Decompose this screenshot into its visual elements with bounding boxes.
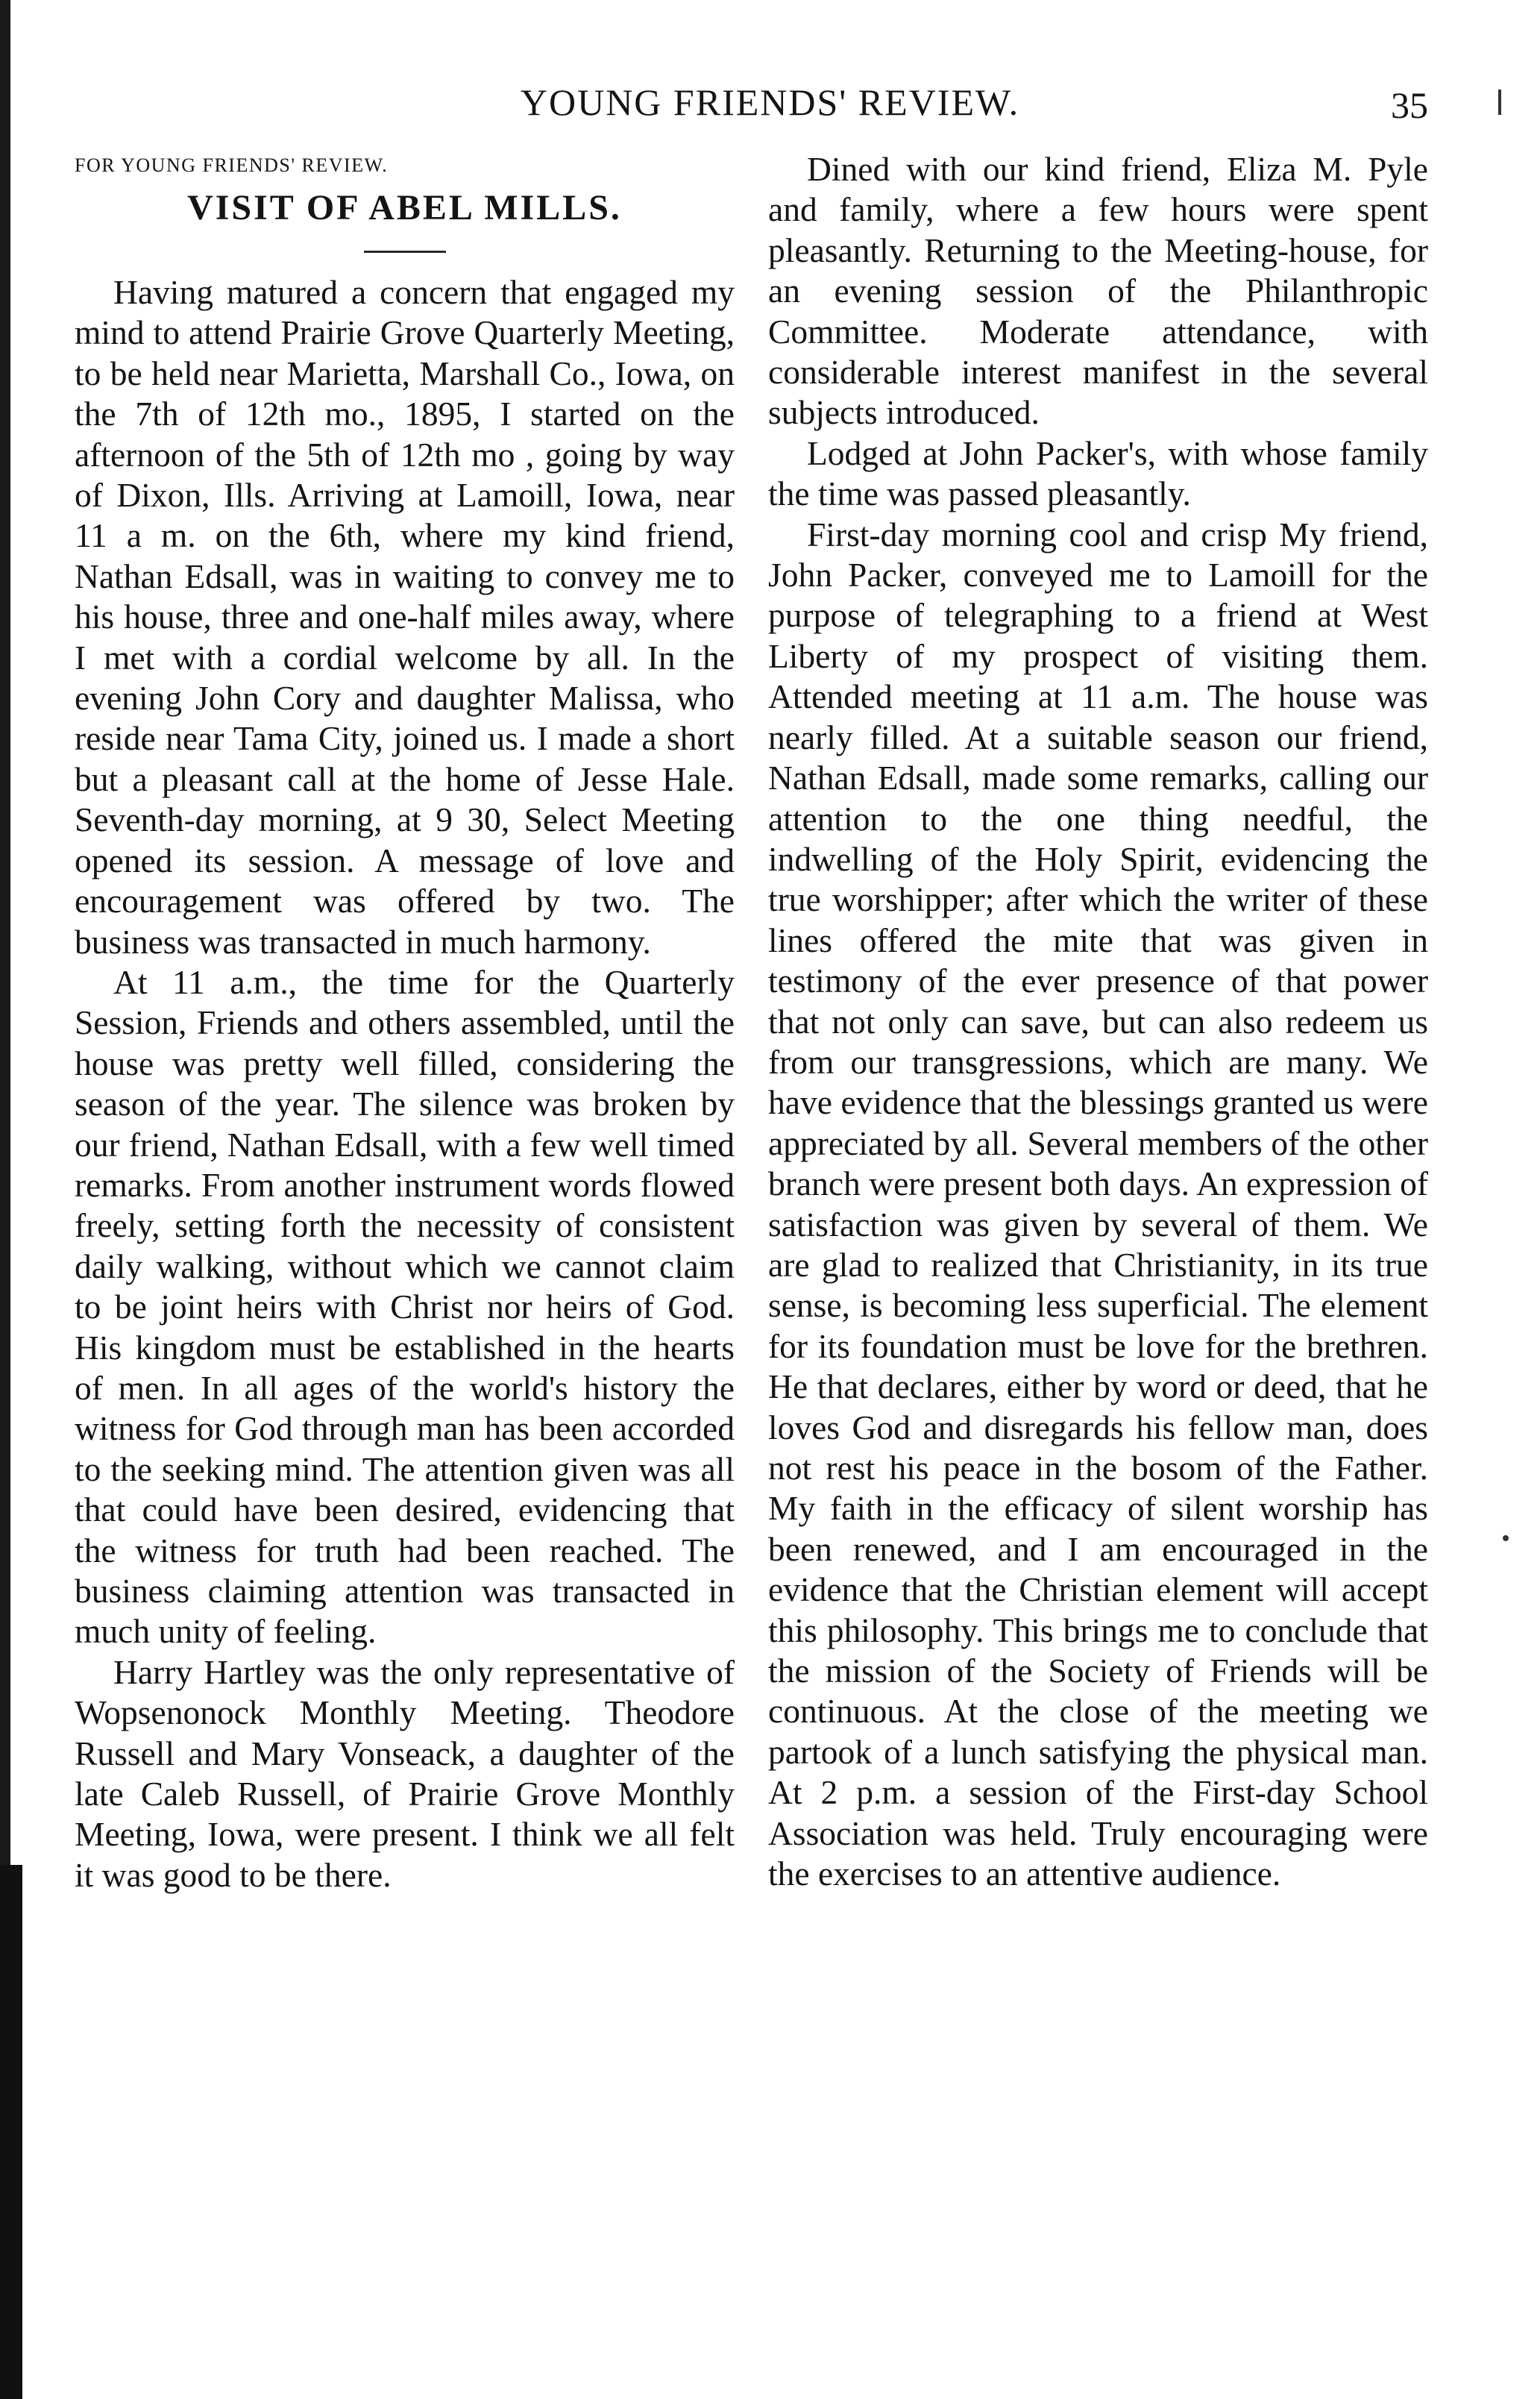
paragraph: First-day morning cool and crisp My friend, John Packer, conveyed me to Lamoill for the purpose of telegraphing to a friend at West Liberty of my prospect of visiting them. Attended meeting at 11 a.m. The house was nearly filled. At a suitable season our friend, Nathan Edsall, made some remarks, calling our attention to the one thing needful, the indwelling of the Holy Spirit, evidencing the true worshipper; after which the writer of these lines offered the mite that was given in testimony of the ever presence of that power that not only can save, but can also redeem us from our transgressions, which are many. We have evidence that the blessings granted us were appreciated by all. Several members of the other branch were present both days. An expression of satisfaction was given by several of them. We are glad to realized that Christianity, in its true sense, is becoming less superficial. The element for its foundation must be love for the brethren. He that declares, either by word or deed, that he loves God and disregards his fellow man, does not rest his peace in the bosom of the Father. My faith in the efficacy of silent worship has been renewed, and I am encouraged in the evidence that the Christian element will accept this philosophy. This brings me to conclude that the mission of the Society of Friends will be continuous. At the close of the meeting we partook of a lunch satisfying the physical man. At 2 p.m. a session of the First-day School Association was held. Truly encouraging were the exercises to an attentive audience. bbox=[768, 515, 1428, 1893]
journal-title: YOUNG FRIENDS' REVIEW. bbox=[520, 81, 1020, 123]
paragraph: Lodged at John Packer's, with whose family the time was passed pleasantly. bbox=[768, 433, 1428, 513]
margin-dot bbox=[1503, 1535, 1509, 1541]
left-column bbox=[75, 149, 735, 1895]
paragraph: Having matured a concern that engaged my mind to attend Prairie Grove Quarterly Meeting, to be held near Marietta, Marshall Co., Iowa, on the 7th of 12th mo., 1895, I started on the afternoon of the 5th of 12th mo , going by way of Dixon, Ills. Arriving at Lamoill, Iowa, near 11 a m. on the 6th, where my kind friend, Nathan Edsall, was in waiting to convey me to his house, three and one-half miles away, where I met with a cordial welcome by all. In the evening John Cory and daughter Malissa, who reside near Tama City, joined us. I made a short but a pleasant call at the home of Jesse Hale. Seventh-day morning, at 9 30, Select Meeting opened its session. A message of love and encouragement was offered by two. The business was transacted in much harmony. bbox=[75, 273, 735, 961]
title-rule bbox=[364, 251, 446, 253]
binding-shadow bbox=[0, 1865, 22, 2399]
page-number: 35 bbox=[1391, 84, 1428, 126]
running-head bbox=[0, 81, 1540, 140]
paragraph: Harry Hartley was the only representative of Wopsenonock Monthly Meeting. Theodore Russell and Mary Vonseack, a daughter of the late Caleb Russell, of Prairie Grove Monthly Meeting, Iowa, were present. I think we all felt it was good to be there. bbox=[75, 1652, 735, 1894]
article-credit: FOR YOUNG FRIENDS' REVIEW. bbox=[75, 154, 389, 176]
right-column bbox=[768, 149, 1428, 1894]
article-title: VISIT OF ABEL MILLS. bbox=[187, 188, 622, 228]
paragraph: Dined with our kind friend, Eliza M. Pyle and family, where a few hours were spent pleasantly. Returning to the Meeting-house, for an evening session of the Philanthropic Committee. Moderate attendance, with considerable interest manifest in the several subjects introduced. bbox=[768, 150, 1428, 432]
paragraph: At 11 a.m., the time for the Quarterly Session, Friends and others assembled, until the house was pretty well filled, considering the season of the year. The silence was broken by our friend, Nathan Edsall, with a few well timed remarks. From another instrument words flowed freely, setting forth the necessity of consistent daily walking, without which we cannot claim to be joint heirs with Christ nor heirs of God. His kingdom must be established in the hearts of men. In all ages of the world's history the witness for God through man has been accorded to the seeking mind. The attention given was all that could have been desired, evidencing that the witness for truth had been reached. The business claiming attention was transacted in much unity of feeling. bbox=[75, 962, 735, 1651]
